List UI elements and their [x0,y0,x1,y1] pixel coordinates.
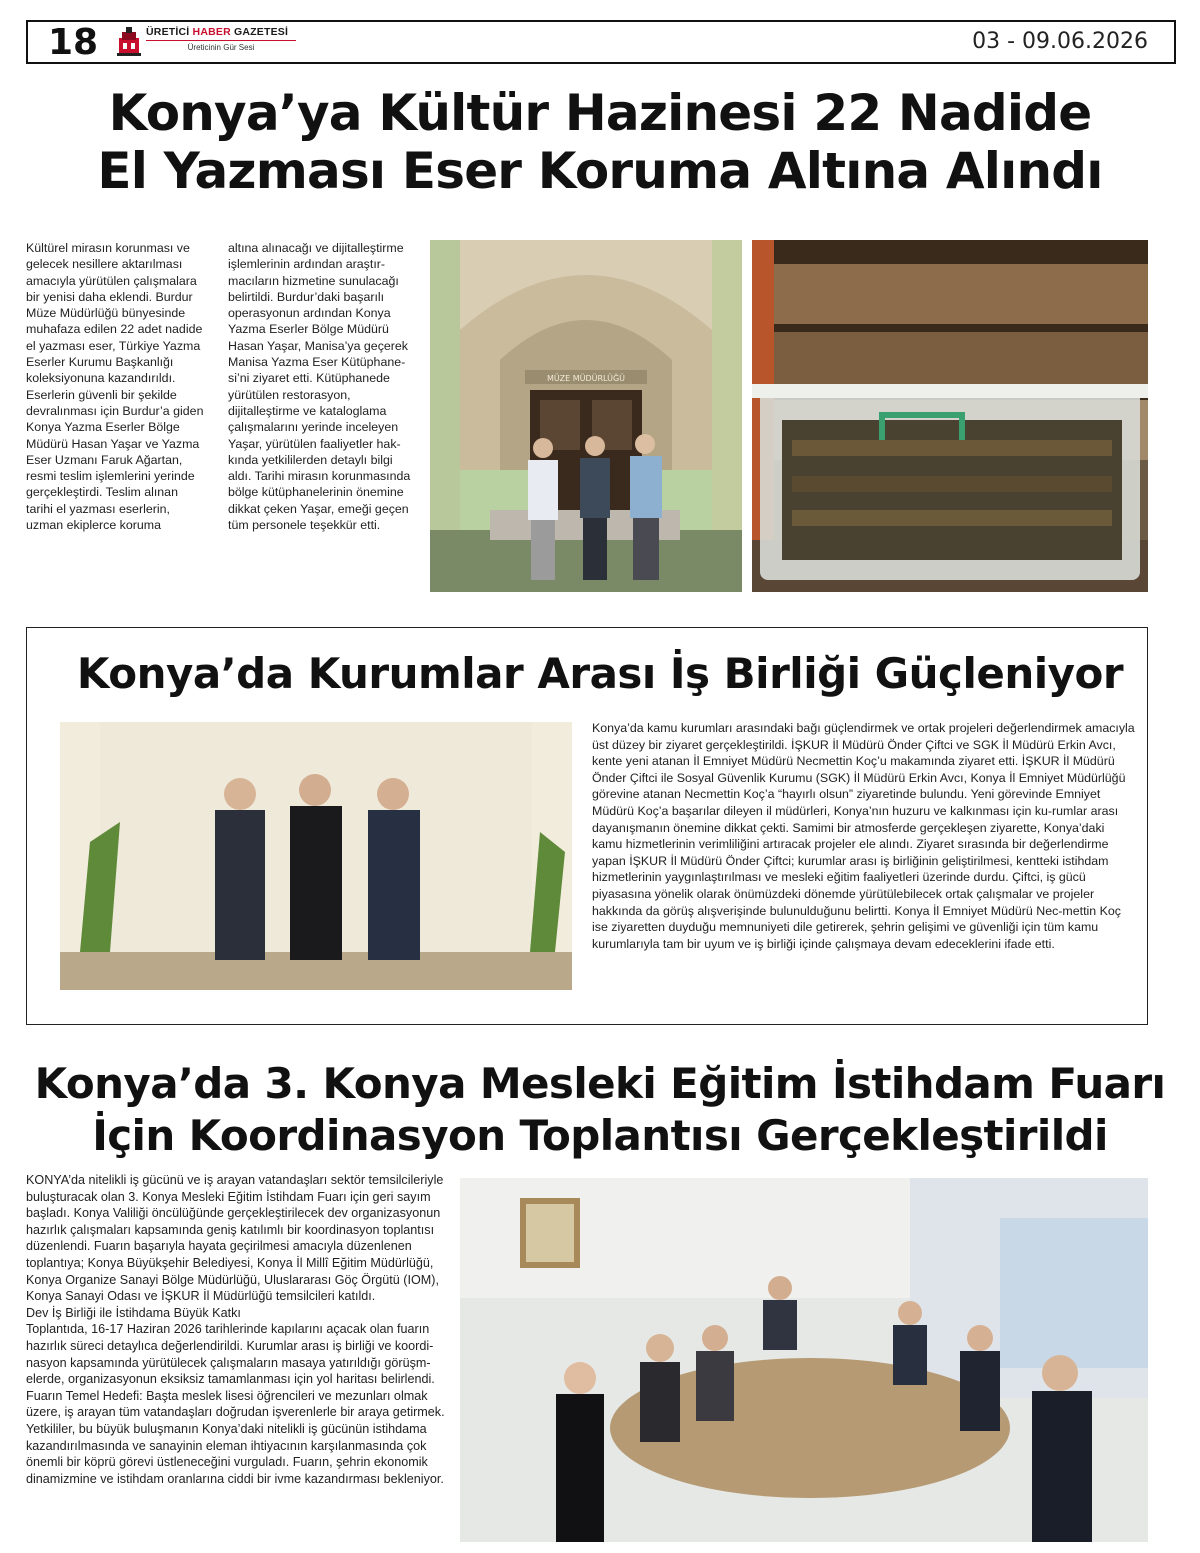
museum-entrance-photo [430,240,742,592]
brand-suffix: GAZETESİ [234,26,289,38]
page-header [26,20,1176,64]
article3-subheading: Dev İş Birliği ile İstihdama Büyük Katkı [26,1305,241,1320]
page-number: 18 [48,22,99,63]
article2-body [592,720,1136,952]
article1-column1-text: Kültürel mirasın korunması ve gelecek nesillere aktarılması amacıyla yürütülen çalışmalara bir yenisi daha eklendi. Burdur Müze Müdürlüğü bünyesinde muhafaza edilen 22 adet nadide el yazması eser, Türkiye Yazma Eserler Kurumu Başkanlığı koleksiyonuna kazandırıldı. Eserlerin güvenli bir şekilde devralınması için Burdur’a giden Konya Yazma Eserler Bölge Müdürü Hasan Yaşar ve Yazma Eser Uzmanı Faruk Ağartan, resmi teslim işlemlerini yerinde gerçekleştirdi. Teslim alınan tarihi el yazması eserlerin, uzman ekiplerce koruma [26,241,204,533]
article1-headline-line2: El Yazması Eser Koruma Altına Alındı [97,142,1103,200]
article1-column1 [26,240,206,533]
article3-body [26,1172,446,1487]
article3-paragraph1: KONYA’da nitelikli iş gücünü ve iş arayan vatandaşları sektör temsilcileriyle buluşturacak olan 3. Konya Mesleki Eğitim İstihdam Fuarı için geri sayım başladı. Konya Valiliği öncülüğünde gerçekleştirilecek dev organizasyonun hazırlık çalışmaları kapsamında geniş katılımlı bir koordinasyon toplantısı düzenlendi. Fuarın başarıyla hayata geçirilmesi amacıyla düzenlenen toplantıya; Konya Büyükşehir Belediyesi, Konya İl Millî Eğitim Müdürlüğü, Konya Organize Sanayi Bölge Müdürlüğü, Uluslararası Göç Örgütü (IOM), Konya Sanayi Odası ve İŞKUR İl Müdürlüğü temsilcileri katıldı. [26,1173,444,1304]
newspaper-logo-icon [116,26,142,58]
issue-date: 03 - 09.06.2026 [972,29,1148,54]
brand-prefix: ÜRETİCİ [146,26,190,38]
coordination-meeting-photo [460,1178,1148,1542]
officials-visit-photo [60,722,572,990]
article2-body-text: Konya’da kamu kurumları arasındaki bağı güçlendirmek ve ortak projeleri değerlendirmek amacıyla üst düzey bir ziyaret gerçekleştirildi. İŞKUR İl Müdürü Önder Çiftci ve SGK İl Müdürü Erkin Avcı, kente yeni atanan İl Emniyet Müdürü Necmettin Koç’u makamında ziyaret etti. İŞKUR İl Müdürü Önder Çiftci ile Sosyal Güvenlik Kurumu (SGK) İl Müdürü Erkin Avcı, Konya İl Emniyet Müdürlüğü görevine atanan Necmettin Koç’a “hayırlı olsun” ziyaretinde bulundu. Yeni görevinde Emniyet Müdürü Koç’a başarılar dileyen il müdürleri, Konya’nın huzuru ve kalkınması için ku-rumlar arası dayanışmanın önemine dikkat çekti. Samimi bir atmosferde gerçekleşen ziyarette, Konya’daki kamu hizmetlerinin verimliliğini artıracak projeler ele alındı. Ziyaret sırasında bir değerlendirme yapan İŞKUR İl Müdürü Önder Çiftci; kurumlar arası iş birliğinin geliştirilmesi, kentteki istihdam hizmetlerinin yaygınlaştırılması ve mesleki eğitim faaliyetleri üzerinde durdu. Çiftci, iş gücü piyasasına yönelik olarak önümüzdeki dönemde yürütülebilecek ortak çalışmalar ve projeler hakkında da görüş alışverişinde bulunulduğunu belirtti. Konya İl Emniyet Müdürü Nec-mettin Koç ise ziyaretten duyduğu memnuniyeti dile getirerek, şehrin gelişimi ve güvenliği için tüm kamu kurumlarıyla tam bir uyum ve iş birliği içinde çalışmaya devam edeceklerini ifade etti. [592,721,1135,951]
article1-headline-line1: Konya’ya Kültür Hazinesi 22 Nadide [108,84,1092,142]
article2-headline: Konya’da Kurumlar Arası İş Birliği Güçleniyor [76,649,1124,698]
article3-paragraph2: Toplantıda, 16-17 Haziran 2026 tarihlerinde kapılarını açacak olan fuarın hazırlık süreci detaylıca değerlendirildi. Kurumlar arası iş birliği ve koordi-nasyon kapsamında yürütülecek çalışmaların masaya yatırıldığı görüşm-elerde, organizasyonun eksiksiz tamamlanması için yol haritası belirlendi. [26,1322,435,1387]
manuscript-box-photo [752,240,1148,592]
newspaper-slogan: Üreticinin Gür Sesi [187,43,255,52]
article1-column2 [228,240,413,533]
article3-headline [20,1058,1180,1162]
newspaper-name [146,26,306,38]
article3-headline-line2: İçin Koordinasyon Toplantısı Gerçekleştirildi [92,1111,1108,1160]
brand-highlight: HABER [192,26,231,38]
logo-divider [146,40,296,41]
article3-paragraph3: Fuarın Temel Hedefi: Başta meslek lisesi öğrencileri ve mezunları olmak üzere, iş arayan tüm vatandaşları doğrudan işverenlerle bir araya getirmek. Yetkililer, bu büyük buluşmanın Konya’daki nitelikli iş gücünün istihdama kazandırılmasında ve sanayinin eleman ihtiyacının karşılanmasında çok önemli bir köprü görevi üstleneceğini vurguladı. Fuarın, şehrin ekonomik dinamizmine ve istihdam oranlarına ciddi bir ivme kazandırması bekleniyor. [26,1388,445,1486]
article3-headline-line1: Konya’da 3. Konya Mesleki Eğitim İstihdam Fuarı [34,1059,1166,1108]
article1-headline [20,84,1180,200]
article1-column2-text: altına alınacağı ve dijitalleştirme işlemlerinin ardından araştır-macıların hizmetine sunulacağı belirtildi. Burdur’daki başarılı operasyonun ardından Konya Yazma Eserler Bölge Müdürü Hasan Yaşar, Manisa’ya geçerek Manisa Yazma Eser Kütüphane-si’ni ziyaret etti. Kütüphanede yürütülen restorasyon, dijitalleştirme ve kataloglama çalışmalarını yerinde inceleyen Yaşar, yürütülen faaliyetler hak-kında yetkililerden detaylı bilgi aldı. Tarihi mirasın korunmasında bölge kütüphanelerinin önemine dikkat çeken Yaşar, emeği geçen tüm personele teşekkür etti. [228,241,411,533]
newspaper-logo [146,26,306,52]
museum-sign-text: MÜZE MÜDÜRLÜĞÜ [547,374,625,383]
